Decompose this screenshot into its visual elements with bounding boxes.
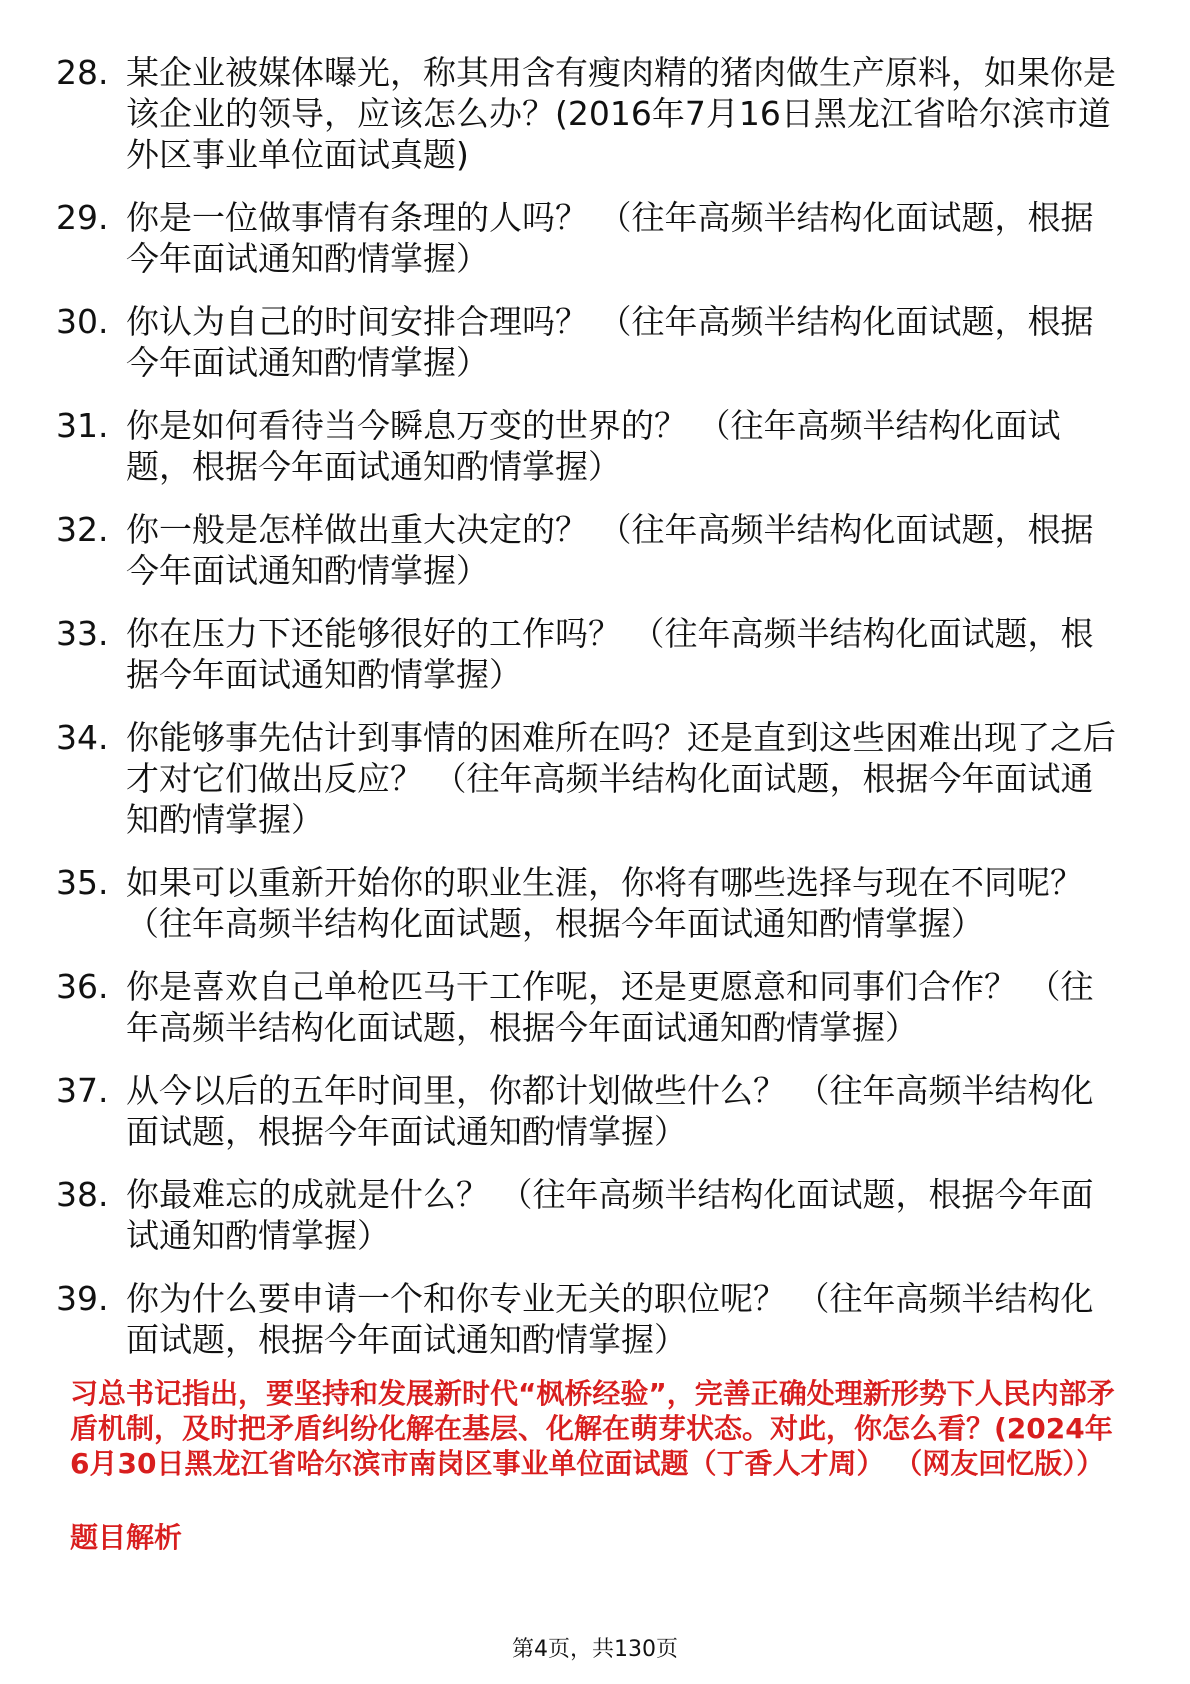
highlight-question: 习总书记指出，要坚持和发展新时代“枫桥经验”，完善正确处理新形势下人民内部矛盾机制，及时把矛盾纠纷化解在基层、化解在萌芽状态。对此，你怎么看？(2024年6月30日黑龙江省哈尔滨市南岗区事业单位面试题（丁香人才周） （网友回忆版））: [70, 1377, 1115, 1480]
question-number: 39.: [56, 1279, 109, 1318]
analysis-heading: 题目解析: [70, 1521, 183, 1554]
question-item: [56, 197, 1116, 279]
question-item: [56, 1174, 1116, 1256]
question-text: 你在压力下还能够很好的工作吗？ （往年高频半结构化面试题，根据今年面试通知酌情掌握）: [126, 614, 1094, 694]
question-number: 36.: [56, 967, 109, 1006]
question-number: 34.: [56, 718, 109, 757]
question-number: 32.: [56, 510, 109, 549]
question-item: [56, 509, 1116, 591]
question-text: 你最难忘的成就是什么？ （往年高频半结构化面试题，根据今年面试通知酌情掌握）: [126, 1175, 1094, 1255]
question-text: 从今以后的五年时间里，你都计划做些什么？ （往年高频半结构化面试题，根据今年面试通知酌情掌握）: [126, 1071, 1094, 1151]
question-number: 31.: [56, 406, 109, 445]
question-list: [56, 52, 1116, 1382]
question-number: 35.: [56, 863, 109, 902]
question-item: [56, 1070, 1116, 1152]
question-item: [56, 862, 1116, 944]
question-number: 29.: [56, 198, 109, 237]
question-text: 如果可以重新开始你的职业生涯，你将有哪些选择与现在不同呢？ （往年高频半结构化面试题，根据今年面试通知酌情掌握）: [126, 863, 1083, 943]
question-text: 你认为自己的时间安排合理吗？ （往年高频半结构化面试题，根据今年面试通知酌情掌握）: [126, 302, 1094, 382]
question-text: 某企业被媒体曝光，称其用含有瘦肉精的猪肉做生产原料，如果你是该企业的领导，应该怎么办？(2016年7月16日黑龙江省哈尔滨市道外区事业单位面试真题): [126, 53, 1116, 174]
question-item: [56, 301, 1116, 383]
question-text: 你是一位做事情有条理的人吗？ （往年高频半结构化面试题，根据今年面试通知酌情掌握）: [126, 198, 1094, 278]
question-item: [56, 966, 1116, 1048]
question-text: 你一般是怎样做出重大决定的？ （往年高频半结构化面试题，根据今年面试通知酌情掌握）: [126, 510, 1094, 590]
question-number: 37.: [56, 1071, 109, 1110]
question-item: [56, 1278, 1116, 1360]
question-number: 28.: [56, 53, 109, 92]
page-footer: 第4页，共130页: [512, 1637, 678, 1662]
question-item: [56, 613, 1116, 695]
question-item: [56, 717, 1116, 840]
question-text: 你是如何看待当今瞬息万变的世界的？ （往年高频半结构化面试题，根据今年面试通知酌情掌握）: [126, 406, 1061, 486]
question-text: 你能够事先估计到事情的困难所在吗？还是直到这些困难出现了之后才对它们做出反应？ （往年高频半结构化面试题，根据今年面试通知酌情掌握）: [126, 718, 1116, 839]
question-text: 你为什么要申请一个和你专业无关的职位呢？ （往年高频半结构化面试题，根据今年面试通知酌情掌握）: [126, 1279, 1094, 1359]
question-item: [56, 405, 1116, 487]
question-item: [56, 52, 1116, 175]
question-number: 38.: [56, 1175, 109, 1214]
question-number: 30.: [56, 302, 109, 341]
question-text: 你是喜欢自己单枪匹马干工作呢，还是更愿意和同事们合作？ （往年高频半结构化面试题，根据今年面试通知酌情掌握）: [126, 967, 1094, 1047]
question-number: 33.: [56, 614, 109, 653]
